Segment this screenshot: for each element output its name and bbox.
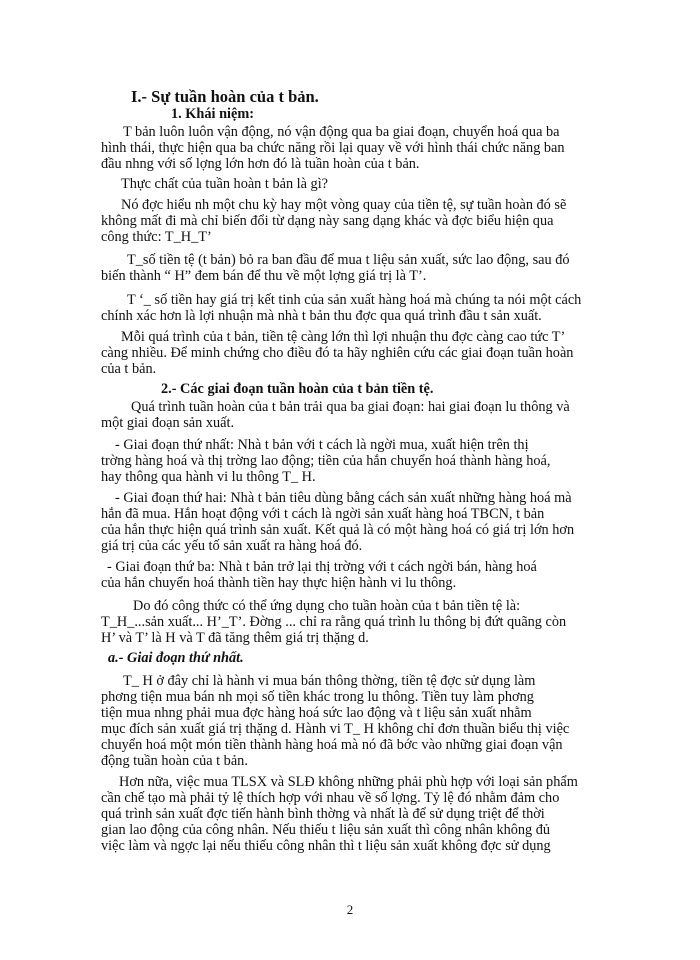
subheading-concept: 1. Khái niệm: bbox=[171, 106, 255, 122]
paragraph-question: Thực chất của tuần hoàn t bản là gì? bbox=[121, 176, 329, 192]
paragraph-3: Nó đợc hiểu nh một chu kỳ hay một vòng quay của tiền tệ, sự tuần hoàn đó sẽ không mất đi mà chỉ biến đổi từ dạng này sang dạng khác và đợc biểu hiện qua công thức: T_H_T’ bbox=[101, 197, 567, 245]
paragraph-formula: Do đó công thức có thể ứng dụng cho tuần hoàn của t bản tiền tệ là: T_H_...sản xuất... H’_T’. Đờng ... chỉ ra rằng quá trình lu thông bị đứt quãng còn H’ và T’ là H và T đã tăng thêm giá trị thặng d. bbox=[101, 598, 567, 646]
stage-3-item: - Giai đoạn thứ ba: Nhà t bản trở lại thị trờng với t cách ngời bán, hàng hoá của hắn chuyển hoá thành tiền hay thực hiện hành vi lu thông. bbox=[101, 559, 537, 591]
paragraph-4: T_số tiền tệ (t bản) bỏ ra ban đầu để mua t liệu sản xuất, sức lao động, sau đó biến thành “ H” đem bán để thu về một lợng giá trị là T’. bbox=[101, 252, 570, 284]
paragraph-5: T ‘_ số tiền hay giá trị kết tinh của sản xuất hàng hoá mà chúng ta nói một cách chính xác hơn là lợi nhuận mà nhà t bản thu đợc qua quá trình đầu t sản xuất. bbox=[101, 292, 582, 324]
paragraph-13: Hơn nữa, việc mua TLSX và SLĐ không những phải phù hợp với loại sản phẩm cần chế tạo mà phải tỷ lệ thích hợp với nhau về số lợng. Tỷ lệ đó nhằm đảm cho quá trình sản xuất đợc tiến hành bình thờng và nhất là để sử dụng triệt để thời gian lao động của công nhân. Nếu thiếu t liệu sản xuất thì công nhân không đủ việc làm và ngợc lại nếu thiếu công nhân thì t liệu sản xuất không đợc sử dụng bbox=[101, 774, 578, 854]
section-heading: I.- Sự tuần hoàn của t bản. bbox=[131, 87, 319, 106]
paragraph-1: T bản luôn luôn vận động, nó vận động qua ba giai đoạn, chuyển hoá qua ba hình thái, thực hiện qua ba chức năng rồi lại quay về với hình thái chức năng ban đầu nhng với số lợng lớn hơn đó là tuần hoàn của t bản. bbox=[101, 124, 565, 172]
subheading-stage-one: a.- Giai đoạn thứ nhất. bbox=[108, 650, 244, 666]
stage-1-item: - Giai đoạn thứ nhất: Nhà t bản với t cách là ngời mua, xuất hiện trên thị trờng hàng hoá và thị trờng lao động; tiền của hắn chuyển hoá thành hàng hoá, hay thông qua hành vi lu thông T_ H. bbox=[101, 437, 551, 485]
stage-2-item: - Giai đoạn thứ hai: Nhà t bản tiêu dùng bằng cách sản xuất những hàng hoá mà hắn đã mua. Hắn hoạt động với t cách là ngời sản xuất hàng hoá TBCN, t bản của hắn thực hiện quá trình sản xuất. Kết quả là có một hàng hoá có giá trị lớn hơn giá trị của các yếu tố sản xuất ra hàng hoá đó. bbox=[101, 490, 575, 554]
paragraph-6: Mỗi quá trình của t bản, tiền tệ càng lớn thì lợi nhuận thu đợc càng cao tức T’ càng nhiều. Để minh chứng cho điều đó ta hãy nghiên cứu các giai đoạn tuần hoàn của t bản. bbox=[101, 329, 574, 377]
paragraph-12: T_ H ở đây chỉ là hành vi mua bán thông thờng, tiền tệ đợc sử dụng làm phơng tiện mua bán nh mọi số tiền khác trong lu thông. Tiền tuy làm phơng tiện mua nhng phải mua đợc hàng hoá sức lao động và t liệu sản xuất nhằm mục đích sản xuất giá trị thặng d. Hành vi T_ H không chỉ đơn thuần biểu thị việc chuyển hoá một món tiền thành hàng hoá mà nó đã bớc vào những giai đoạn vận động tuần hoàn của t bản. bbox=[101, 673, 570, 769]
paragraph-7: Quá trình tuần hoàn của t bản trải qua ba giai đoạn: hai giai đoạn lu thông và một giai đoạn sản xuất. bbox=[101, 399, 570, 431]
page-number: 2 bbox=[346, 902, 354, 917]
subheading-stages: 2.- Các giai đoạn tuần hoàn của t bản tiền tệ. bbox=[161, 381, 434, 397]
